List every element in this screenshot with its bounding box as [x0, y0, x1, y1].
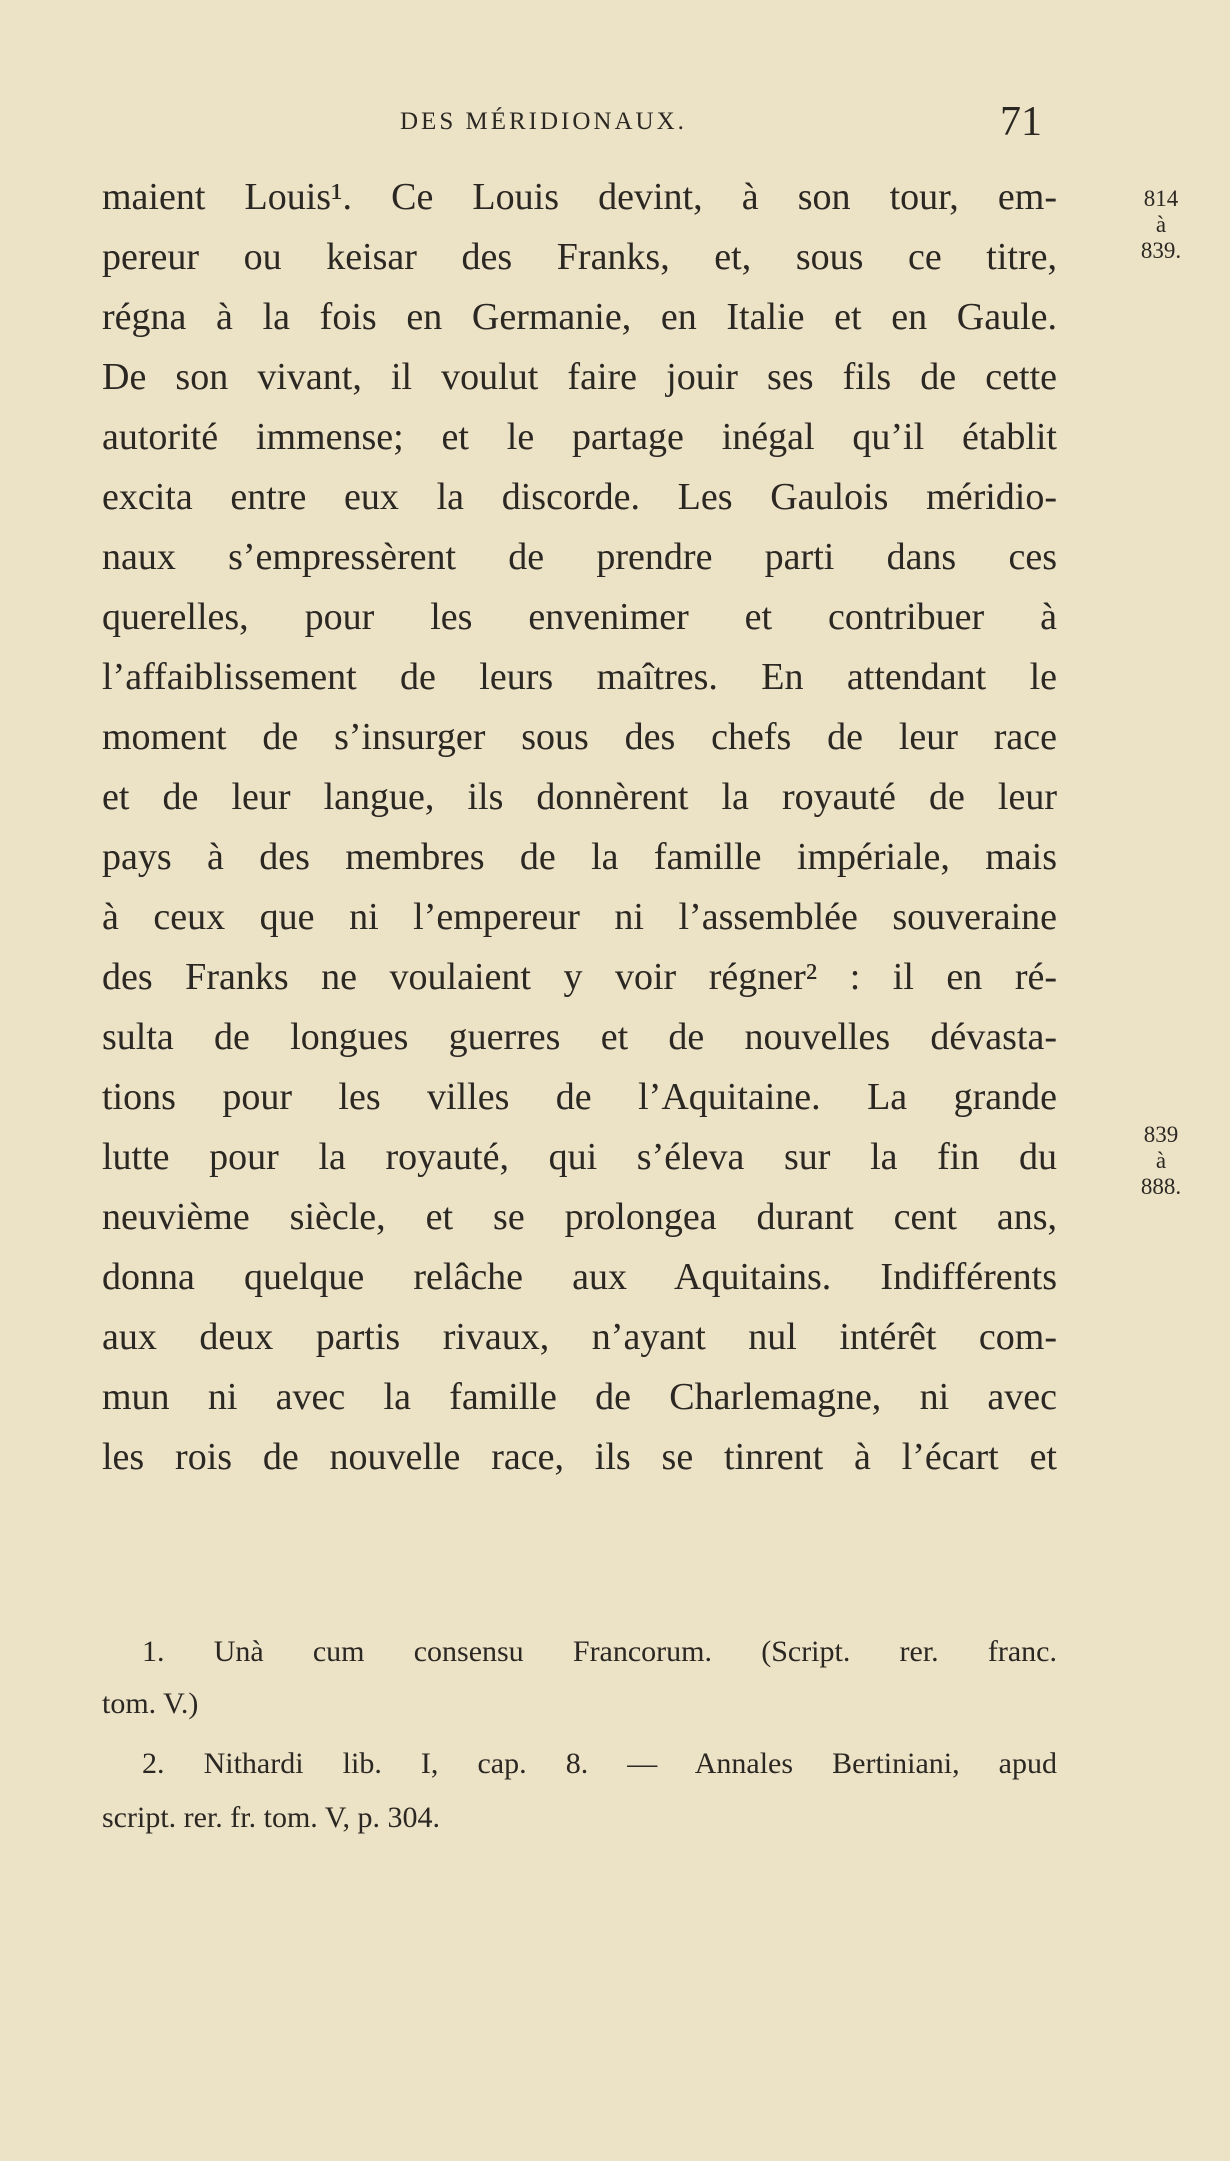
body-line: lutte pour la royauté, qui s’éleva sur la fin du — [102, 1136, 1057, 1178]
body-line: donna quelque relâche aux Aquitains. Indifférents — [102, 1256, 1057, 1298]
body-line: aux deux partis rivaux, n’ayant nul intérêt com- — [102, 1316, 1057, 1358]
margin-date-range — [1126, 1122, 1196, 1200]
body-line: mun ni avec la famille de Charlemagne, ni avec — [102, 1376, 1057, 1418]
body-line: et de leur langue, ils donnèrent la royauté de leur — [102, 776, 1057, 818]
body-line: naux s’empressèrent de prendre parti dans ces — [102, 536, 1057, 578]
body-line: neuvième siècle, et se prolongea durant cent ans, — [102, 1196, 1057, 1238]
footnote-line: 1. Unà cum consensu Francorum. (Script. rer. franc. — [142, 1635, 1057, 1668]
footnote-line: script. rer. fr. tom. V, p. 304. — [102, 1801, 441, 1834]
body-line: querelles, pour les envenimer et contribuer à — [102, 596, 1057, 638]
body-line: les rois de nouvelle race, ils se tinrent à l’écart et — [102, 1436, 1057, 1478]
body-line: l’affaiblissement de leurs maîtres. En attendant le — [102, 656, 1057, 698]
body-line: sulta de longues guerres et de nouvelles dévasta- — [102, 1016, 1057, 1058]
body-line: à ceux que ni l’empereur ni l’assemblée souveraine — [102, 896, 1057, 938]
body-line: pereur ou keisar des Franks, et, sous ce titre, — [102, 236, 1057, 278]
page-number: 71 — [1000, 99, 1042, 145]
margin-date-from: 814 — [1143, 186, 1179, 211]
body-line: De son vivant, il voulut faire jouir ses fils de cette — [102, 356, 1057, 398]
margin-date-to: 839. — [1140, 238, 1182, 263]
body-line: tions pour les villes de l’Aquitaine. La grande — [102, 1076, 1057, 1118]
body-line: pays à des membres de la famille impériale, mais — [102, 836, 1057, 878]
running-head: DES MÉRIDIONAUX. — [400, 108, 687, 135]
body-line: des Franks ne voulaient y voir régner² : il en ré- — [102, 956, 1057, 998]
body-line: excita entre eux la discorde. Les Gaulois méridio- — [102, 476, 1057, 518]
margin-date-from: 839 — [1143, 1122, 1179, 1147]
margin-date-sep: à — [1155, 1148, 1167, 1173]
footnote-line: 2. Nithardi lib. I, cap. 8. — Annales Bertiniani, apud — [142, 1747, 1057, 1780]
footnote-line: tom. V.) — [102, 1687, 199, 1720]
body-line: autorité immense; et le partage inégal qu’il établit — [102, 416, 1057, 458]
body-line: maient Louis¹. Ce Louis devint, à son tour, em- — [102, 176, 1057, 218]
margin-date-sep: à — [1155, 212, 1167, 237]
margin-date-to: 888. — [1140, 1174, 1182, 1199]
body-line: moment de s’insurger sous des chefs de leur race — [102, 716, 1057, 758]
body-line: régna à la fois en Germanie, en Italie et en Gaule. — [102, 296, 1057, 338]
margin-date-range — [1126, 186, 1196, 264]
